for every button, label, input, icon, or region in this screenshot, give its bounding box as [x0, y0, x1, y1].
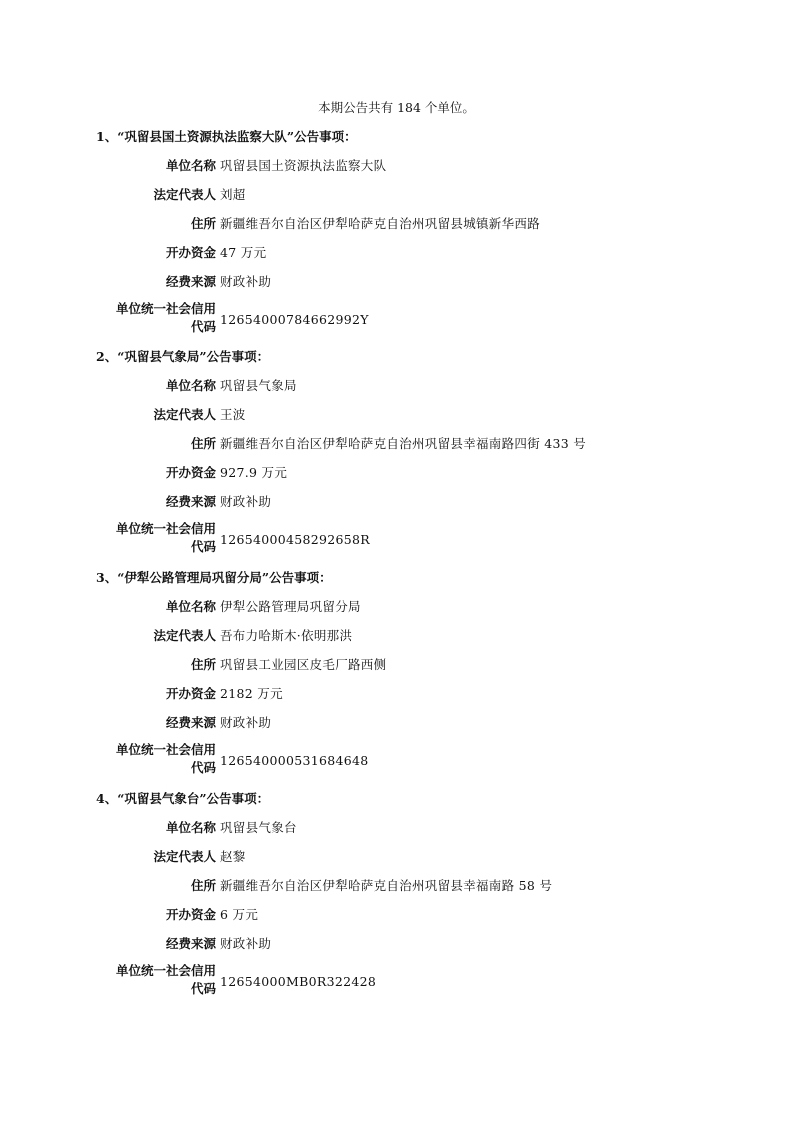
value-rep: 赵黎 [220, 849, 246, 864]
value-source: 财政补助 [220, 494, 272, 509]
row-source [0, 492, 793, 512]
label-addr: 住所 [190, 657, 216, 672]
label-source: 经费来源 [165, 936, 216, 951]
value-addr: 新疆维吾尔自治区伊犁哈萨克自治州巩留县幸福南路 58 号 [220, 878, 553, 893]
label-name: 单位名称 [165, 599, 216, 614]
label-code [116, 520, 216, 556]
value-source: 财政补助 [220, 274, 272, 289]
value-name: 巩留县气象局 [220, 378, 297, 393]
row-rep [0, 847, 793, 867]
value-code: 12654000458292658R [220, 532, 371, 547]
value-source: 财政补助 [220, 936, 272, 951]
row-funds [0, 684, 793, 704]
label-code [116, 962, 216, 998]
row-rep [0, 185, 793, 205]
value-name: 巩留县气象台 [220, 820, 297, 835]
row-name [0, 156, 793, 176]
label-rep: 法定代表人 [153, 628, 216, 643]
entry-title: 4、“巩留县气象台”公告事项： [96, 791, 270, 806]
value-code: 12654000MB0R322428 [220, 974, 377, 989]
row-code [0, 520, 793, 556]
value-rep: 吾布力哈斯木·依明那洪 [220, 628, 353, 643]
label-code-line2: 代码 [190, 319, 216, 334]
value-funds: 6 万元 [220, 907, 259, 922]
label-code [116, 300, 216, 336]
value-funds: 47 万元 [220, 245, 267, 260]
value-addr: 新疆维吾尔自治区伊犁哈萨克自治州巩留县城镇新华西路 [220, 216, 541, 231]
label-addr: 住所 [190, 216, 216, 231]
row-source [0, 713, 793, 733]
row-addr [0, 876, 793, 896]
label-code-line1: 单位统一社会信用 [115, 521, 216, 536]
row-code [0, 741, 793, 777]
row-rep [0, 405, 793, 425]
label-name: 单位名称 [165, 378, 216, 393]
label-code-line1: 单位统一社会信用 [115, 963, 216, 978]
value-addr: 新疆维吾尔自治区伊犁哈萨克自治州巩留县幸福南路四街 433 号 [220, 436, 587, 451]
entry-title: 2、“巩留县气象局”公告事项： [96, 349, 270, 364]
row-name [0, 818, 793, 838]
label-source: 经费来源 [165, 494, 216, 509]
label-name: 单位名称 [165, 158, 216, 173]
label-rep: 法定代表人 [153, 187, 216, 202]
value-code: 126540000531684648 [220, 753, 369, 768]
label-source: 经费来源 [165, 715, 216, 730]
label-rep: 法定代表人 [153, 407, 216, 422]
row-source [0, 934, 793, 954]
value-name: 伊犁公路管理局巩留分局 [220, 599, 361, 614]
row-code [0, 300, 793, 336]
label-code-line1: 单位统一社会信用 [115, 742, 216, 757]
value-addr: 巩留县工业园区皮毛厂路西侧 [220, 657, 387, 672]
row-name [0, 376, 793, 396]
row-funds [0, 243, 793, 263]
label-code-line2: 代码 [190, 760, 216, 775]
value-funds: 927.9 万元 [220, 465, 288, 480]
row-addr [0, 434, 793, 454]
label-code-line2: 代码 [190, 981, 216, 996]
value-rep: 刘超 [220, 187, 246, 202]
row-name [0, 597, 793, 617]
row-funds [0, 905, 793, 925]
entry-title: 3、“伊犁公路管理局巩留分局”公告事项： [96, 570, 332, 585]
label-funds: 开办资金 [165, 245, 216, 260]
label-funds: 开办资金 [165, 907, 216, 922]
label-name: 单位名称 [165, 820, 216, 835]
value-code: 12654000784662992Y [220, 312, 369, 327]
entry-title: 1、“巩留县国土资源执法监察大队”公告事项： [96, 129, 357, 144]
row-source [0, 272, 793, 292]
announcement-intro: 本期公告共有 184 个单位。 [318, 100, 475, 115]
label-funds: 开办资金 [165, 686, 216, 701]
value-source: 财政补助 [220, 715, 272, 730]
row-funds [0, 463, 793, 483]
row-addr [0, 214, 793, 234]
label-addr: 住所 [190, 878, 216, 893]
value-funds: 2182 万元 [220, 686, 283, 701]
row-code [0, 962, 793, 998]
value-name: 巩留县国土资源执法监察大队 [220, 158, 387, 173]
label-code-line2: 代码 [190, 539, 216, 554]
label-code [116, 741, 216, 777]
label-code-line1: 单位统一社会信用 [115, 301, 216, 316]
label-source: 经费来源 [165, 274, 216, 289]
value-rep: 王波 [220, 407, 246, 422]
row-addr [0, 655, 793, 675]
label-rep: 法定代表人 [153, 849, 216, 864]
row-rep [0, 626, 793, 646]
label-funds: 开办资金 [165, 465, 216, 480]
label-addr: 住所 [190, 436, 216, 451]
